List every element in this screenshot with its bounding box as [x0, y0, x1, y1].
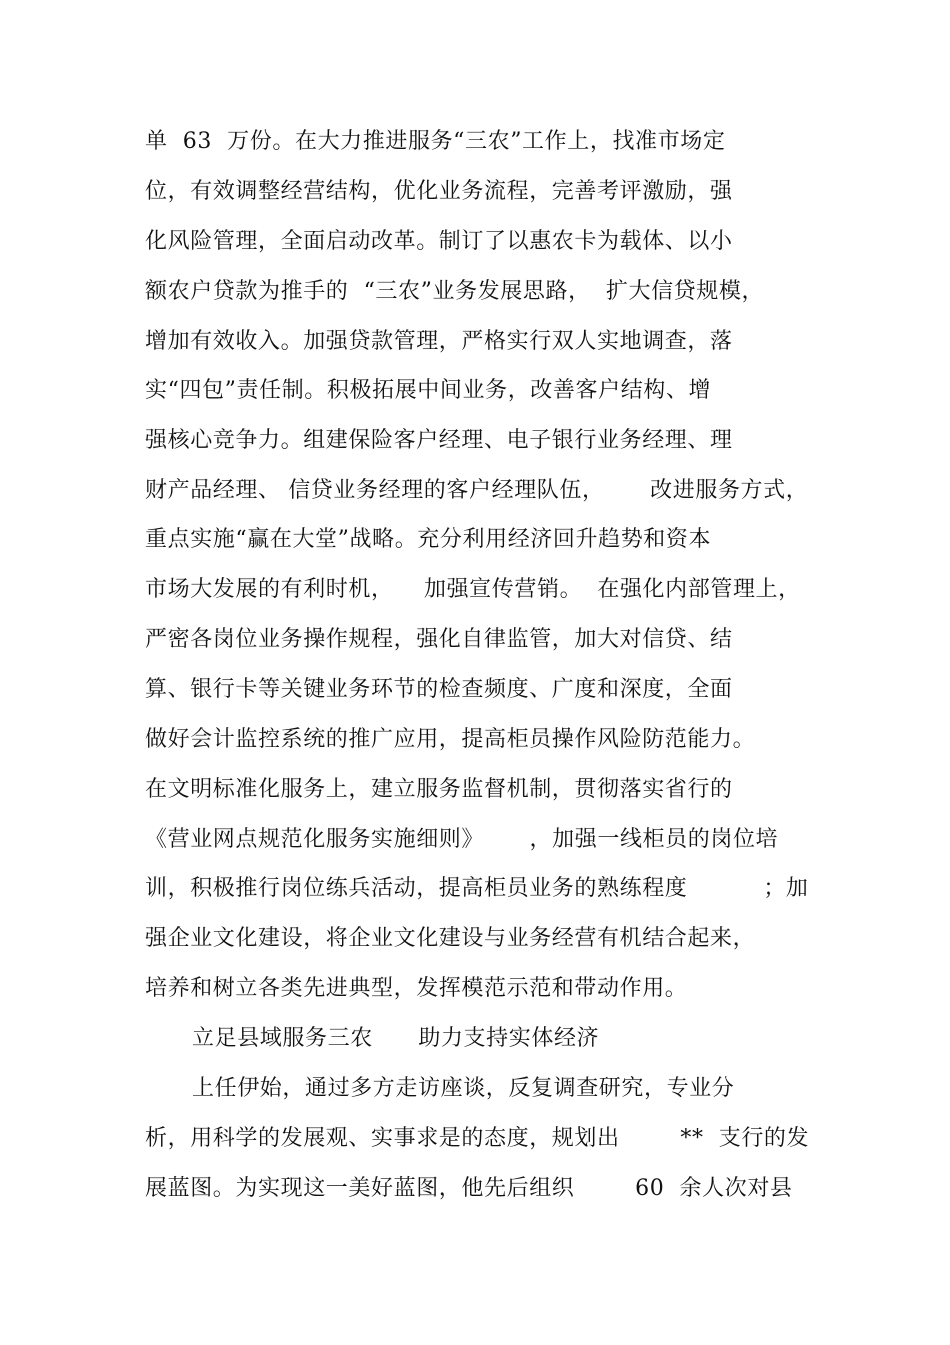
text-line: 化风险管理，全面启动改革。制订了以惠农卡为载体、以小 [145, 229, 733, 254]
text-line: 《营业网点规范化服务实施细则》 ，加强一线柜员的岗位培 [145, 827, 779, 852]
text-line: 市场大发展的有利时机， 加强宣传营销。 在强化内部管理上， [145, 577, 801, 602]
text-line: 强核心竞争力。组建保险客户经理、电子银行业务经理、理 [145, 428, 733, 453]
text-line: 展蓝图。为实现这一美好蓝图，他先后组织 60 余人次对县 [145, 1176, 793, 1201]
text-line: 析，用科学的发展观、实事求是的态度，规划出 ** 支行的发 [145, 1126, 810, 1151]
text-line: 做好会计监控系统的推广应用，提高柜员操作风险防范能力。 [145, 727, 756, 752]
text-line: 算、银行卡等关键业务环节的检查频度、广度和深度，全面 [145, 677, 733, 702]
text-line: 训，积极推行岗位练兵活动，提高柜员业务的熟练程度 ；加 [145, 876, 809, 901]
text-line: 强企业文化建设，将企业文化建设与业务经营有机结合起来， [145, 926, 756, 951]
text-line: 位，有效调整经营结构，优化业务流程，完善考评激励，强 [145, 179, 733, 204]
text-line: 增加有效收入。加强贷款管理，严格实行双人实地调查，落 [145, 329, 733, 354]
text-line: 重点实施“赢在大堂”战略。充分利用经济回升趋势和资本 [145, 527, 712, 552]
text-line: 严密各岗位业务操作规程，强化自律监管，加大对信贷、结 [145, 627, 733, 652]
section-heading: 立足县域服务三农 助力支持实体经济 [192, 1026, 600, 1051]
text-line: 财产品经理、 信贷业务经理的客户经理队伍， 改进服务方式， [145, 478, 809, 503]
text-line: 培养和树立各类先进典型，发挥模范示范和带动作用。 [145, 976, 688, 1001]
paragraph-first-line: 上任伊始，通过多方走访座谈，反复调查研究，专业分 [192, 1076, 735, 1101]
text-line: 额农户贷款为推手的 “三农”业务发展思路， 扩大信贷规模， [145, 279, 765, 304]
text-line: 单 63 万份。在大力推进服务“三农”工作上，找准市场定 [145, 129, 726, 154]
text-line: 在文明标准化服务上，建立服务监督机制，贯彻落实省行的 [145, 777, 733, 802]
text-line: 实“四包”责任制。积极拓展中间业务，改善客户结构、增 [145, 378, 712, 403]
